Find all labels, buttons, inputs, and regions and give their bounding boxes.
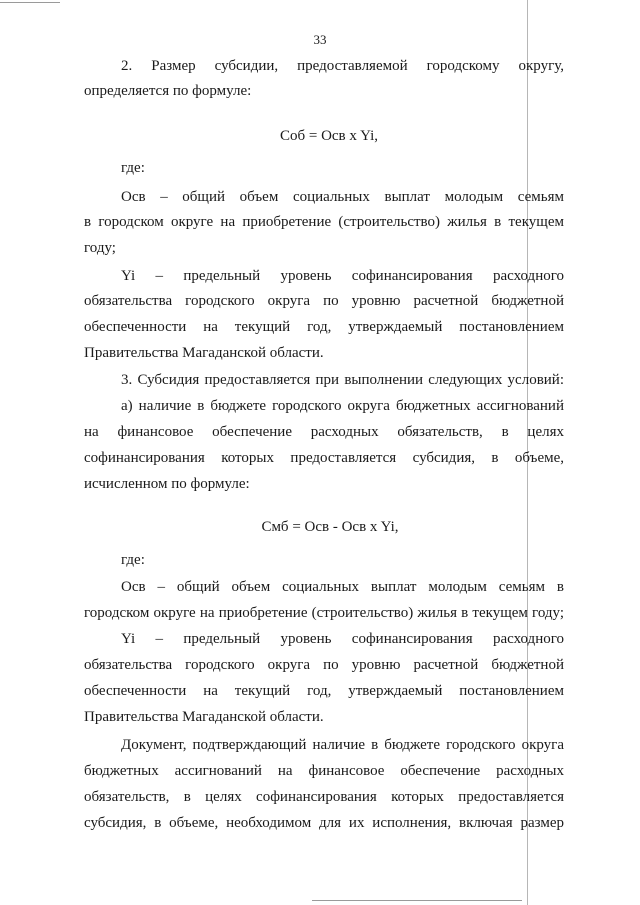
document-paragraph-line-3: обязательств, в целях софинансирования которых предоставляется <box>84 789 564 805</box>
yi-definition-2-line-1: Yi – предельный уровень софинансирования расходного <box>121 631 564 647</box>
osv-definition-1-line-2: в городском округе на приобретение (строительство) жилья в текущем <box>84 214 564 230</box>
scan-artifact-top-rule <box>0 2 60 3</box>
osv-definition-1-line-3: году; <box>84 240 116 256</box>
yi-definition-1-line-2: обязательства городского округа по уровню расчетной бюджетной <box>84 293 564 309</box>
paragraph-2-line-2: определяется по формуле: <box>84 83 252 99</box>
subparagraph-a-line-3: софинансирования которых предоставляется субсидия, в объеме, <box>84 450 564 466</box>
subparagraph-a-line-2: на финансовое обеспечение расходных обязательств, в целях <box>84 424 564 440</box>
yi-definition-1-line-1: Yi – предельный уровень софинансирования расходного <box>121 268 564 284</box>
osv-definition-1-line-1: Осв – общий объем социальных выплат молодым семьям <box>121 189 564 205</box>
document-paragraph-line-1: Документ, подтверждающий наличие в бюджете городского округа <box>121 737 564 753</box>
osv-definition-2-line-2: городском округе на приобретение (строительство) жилья в текущем году; <box>84 605 564 621</box>
formula-sob: Соб = Осв x Yi, <box>279 128 379 144</box>
document-paragraph-line-4: субсидия, в объеме, необходимом для их исполнения, включая размер <box>84 815 564 831</box>
yi-definition-2-line-4: Правительства Магаданской области. <box>84 709 324 725</box>
where-label-2: где: <box>121 552 145 568</box>
paragraph-2-line-1: 2. Размер субсидии, предоставляемой городскому округу, <box>121 58 564 74</box>
paragraph-3-line-1: 3. Субсидия предоставляется при выполнении следующих условий: <box>121 372 564 388</box>
page-number: 33 <box>313 32 327 47</box>
subparagraph-a-line-1: а) наличие в бюджете городского округа бюджетных ассигнований <box>121 398 564 414</box>
yi-definition-1-line-4: Правительства Магаданской области. <box>84 345 324 361</box>
yi-definition-2-line-2: обязательства городского округа по уровню расчетной бюджетной <box>84 657 564 673</box>
subparagraph-a-line-4: исчисленном по формуле: <box>84 476 250 492</box>
formula-smb: Смб = Осв - Осв x Yi, <box>261 519 399 535</box>
where-label-1: где: <box>121 160 145 176</box>
yi-definition-2-line-3: обеспеченности на текущий год, утверждаемый постановлением <box>84 683 564 699</box>
osv-definition-2-line-1: Осв – общий объем социальных выплат молодым семьям в <box>121 579 564 595</box>
scan-artifact-bottom-rule <box>312 900 522 901</box>
yi-definition-1-line-3: обеспеченности на текущий год, утверждаемый постановлением <box>84 319 564 335</box>
document-paragraph-line-2: бюджетных ассигнований на финансовое обеспечение расходных <box>84 763 564 779</box>
